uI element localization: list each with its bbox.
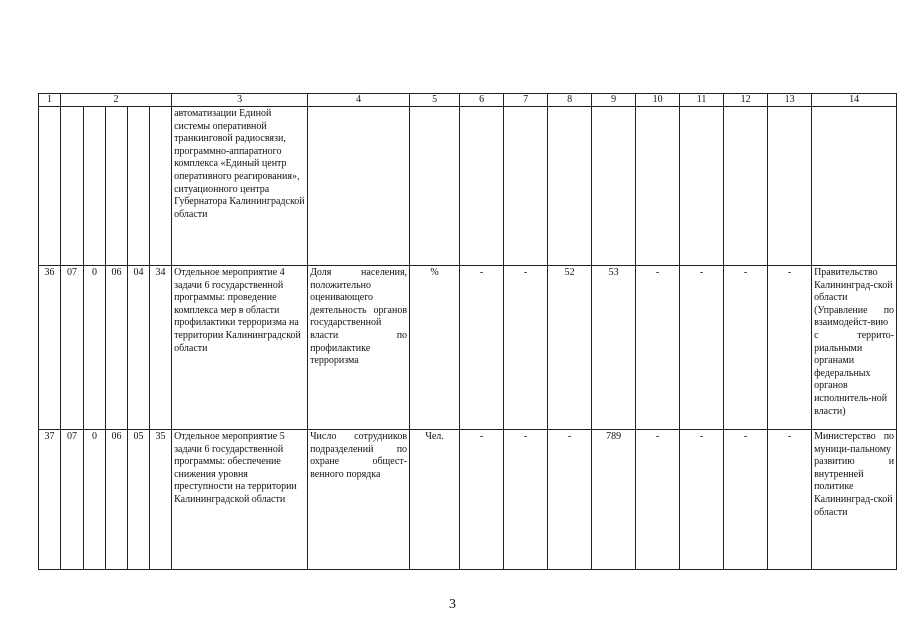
responsible-cell: Правительство Калининград-ской области (Управление по взаимодейст-вию с террито-риальными органами федеральных органов исполнитель-ной власти) — [812, 266, 897, 430]
value-cell: 53 — [592, 266, 636, 430]
value-cell: - — [504, 430, 548, 570]
header-col-3: 3 — [172, 94, 308, 107]
header-col-12: 12 — [724, 94, 768, 107]
value-cell: - — [768, 266, 812, 430]
table-row — [39, 430, 897, 570]
header-col-2: 2 — [61, 94, 172, 107]
indicator-cell: Число сотрудников подразделений по охране общест-венного порядка — [308, 430, 410, 570]
row-number: 36 — [39, 266, 61, 430]
value-cell: - — [548, 430, 592, 570]
header-col-5: 5 — [410, 94, 460, 107]
value-cell: - — [680, 430, 724, 570]
row-number: 37 — [39, 430, 61, 570]
code-part: 07 — [61, 266, 84, 430]
header-col-1: 1 — [39, 94, 61, 107]
table-row-continuation — [39, 107, 897, 266]
measure-cell: Отдельное мероприятие 4 задачи 6 государственной программы: проведение комплекса мер в области профилактики терроризма на территории Калининградской области — [172, 266, 308, 430]
code-part: 0 — [84, 266, 106, 430]
code-part: 05 — [128, 430, 150, 570]
value-cell: - — [724, 266, 768, 430]
value-cell: 789 — [592, 430, 636, 570]
code-part: 35 — [150, 430, 172, 570]
code-part: 04 — [128, 266, 150, 430]
header-col-14: 14 — [812, 94, 897, 107]
unit-cell: Чел. — [410, 430, 460, 570]
code-part: 06 — [106, 430, 128, 570]
value-cell: - — [724, 430, 768, 570]
header-col-6: 6 — [460, 94, 504, 107]
table-row — [39, 266, 897, 430]
value-cell: - — [636, 266, 680, 430]
responsible-cell: Министерство по муници-пальному развитию и внутренней политике Калининград-ской области — [812, 430, 897, 570]
header-col-11: 11 — [680, 94, 724, 107]
value-cell: - — [460, 266, 504, 430]
code-part: 07 — [61, 430, 84, 570]
indicator-cell: Доля населения, положительно оценивающего деятельность органов государственной власти по профилактике терроризма — [308, 266, 410, 430]
value-cell: - — [768, 430, 812, 570]
header-col-4: 4 — [308, 94, 410, 107]
value-cell: - — [460, 430, 504, 570]
header-col-9: 9 — [592, 94, 636, 107]
code-part: 06 — [106, 266, 128, 430]
code-part: 0 — [84, 430, 106, 570]
page-number: 3 — [449, 597, 456, 612]
value-cell: 52 — [548, 266, 592, 430]
header-col-7: 7 — [504, 94, 548, 107]
measure-cell: Отдельное мероприятие 5 задачи 6 государственной программы: обеспечение снижения уровня преступности на территории Калининградской области — [172, 430, 308, 570]
unit-cell: % — [410, 266, 460, 430]
value-cell: - — [636, 430, 680, 570]
header-col-8: 8 — [548, 94, 592, 107]
value-cell: - — [680, 266, 724, 430]
header-col-10: 10 — [636, 94, 680, 107]
value-cell: - — [504, 266, 548, 430]
header-col-13: 13 — [768, 94, 812, 107]
measure-cell: автоматизации Единой системы оперативной транкинговой радиосвязи, программно-аппаратного комплекса «Единый центр оперативного реагирования», ситуационного центра Губернатора Калининградской области — [172, 107, 308, 266]
indicators-table — [38, 93, 897, 570]
header-row — [39, 94, 897, 107]
code-part: 34 — [150, 266, 172, 430]
